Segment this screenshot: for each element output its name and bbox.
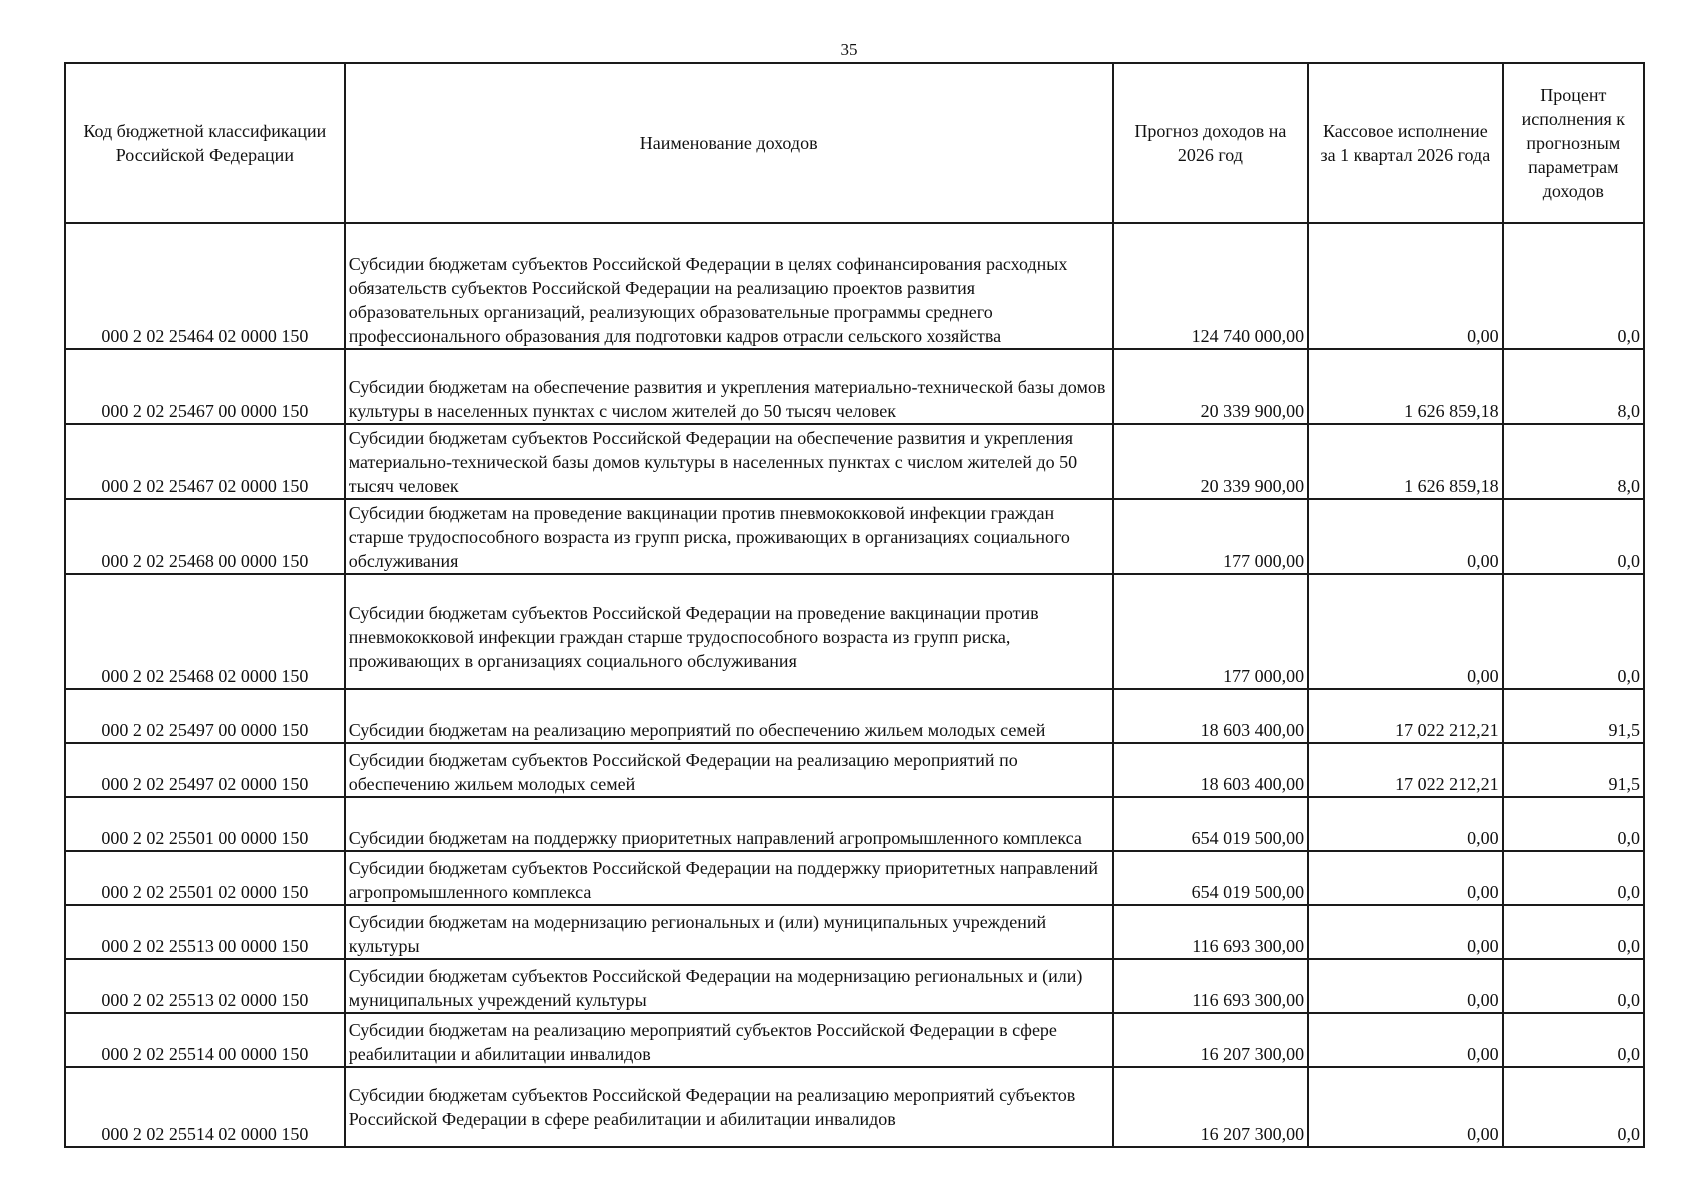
cell-revenue-name: Субсидии бюджетам на проведение вакцинации против пневмококковой инфекции граждан старше трудоспособного возраста из групп риска, проживающих в организациях социального обслуживания [345, 499, 1113, 574]
cell-execution-percent: 0,0 [1503, 574, 1644, 689]
table-row [65, 905, 1644, 959]
cell-budget-code: 000 2 02 25497 00 0000 150 [65, 689, 345, 743]
cell-execution-percent: 0,0 [1503, 1013, 1644, 1067]
cell-budget-code: 000 2 02 25501 00 0000 150 [65, 797, 345, 851]
table-row [65, 223, 1644, 349]
cell-revenue-name: Субсидии бюджетам на реализацию мероприятий по обеспечению жильем молодых семей [345, 689, 1113, 743]
table-row [65, 499, 1644, 574]
cell-execution-percent: 8,0 [1503, 349, 1644, 424]
cell-cash-execution: 0,00 [1308, 851, 1502, 905]
table-row [65, 851, 1644, 905]
cell-execution-percent: 0,0 [1503, 851, 1644, 905]
table-row [65, 424, 1644, 499]
table-row [65, 959, 1644, 1013]
cell-cash-execution: 1 626 859,18 [1308, 349, 1502, 424]
cell-cash-execution: 0,00 [1308, 1013, 1502, 1067]
header-forecast: Прогноз доходов на 2026 год [1113, 63, 1308, 223]
cell-forecast: 20 339 900,00 [1113, 424, 1308, 499]
cell-revenue-name: Субсидии бюджетам на поддержку приоритетных направлений агропромышленного комплекса [345, 797, 1113, 851]
cell-budget-code: 000 2 02 25464 02 0000 150 [65, 223, 345, 349]
table-row [65, 349, 1644, 424]
cell-budget-code: 000 2 02 25468 02 0000 150 [65, 574, 345, 689]
cell-revenue-name: Субсидии бюджетам субъектов Российской Федерации на модернизацию региональных и (или) муниципальных учреждений культуры [345, 959, 1113, 1013]
cell-cash-execution: 0,00 [1308, 797, 1502, 851]
header-execution-percent: Процент исполнения к прогнозным параметрам доходов [1503, 63, 1644, 223]
cell-budget-code: 000 2 02 25513 02 0000 150 [65, 959, 345, 1013]
cell-cash-execution: 0,00 [1308, 223, 1502, 349]
cell-revenue-name: Субсидии бюджетам на реализацию мероприятий субъектов Российской Федерации в сфере реабилитации и абилитации инвалидов [345, 1013, 1113, 1067]
cell-execution-percent: 0,0 [1503, 499, 1644, 574]
cell-budget-code: 000 2 02 25467 02 0000 150 [65, 424, 345, 499]
cell-forecast: 16 207 300,00 [1113, 1067, 1308, 1147]
cell-cash-execution: 0,00 [1308, 574, 1502, 689]
cell-forecast: 18 603 400,00 [1113, 743, 1308, 797]
cell-forecast: 124 740 000,00 [1113, 223, 1308, 349]
table-row [65, 1067, 1644, 1147]
cell-forecast: 116 693 300,00 [1113, 959, 1308, 1013]
cell-cash-execution: 0,00 [1308, 959, 1502, 1013]
cell-execution-percent: 91,5 [1503, 743, 1644, 797]
table-row [65, 797, 1644, 851]
cell-cash-execution: 17 022 212,21 [1308, 743, 1502, 797]
cell-budget-code: 000 2 02 25497 02 0000 150 [65, 743, 345, 797]
table-row [65, 574, 1644, 689]
cell-budget-code: 000 2 02 25514 02 0000 150 [65, 1067, 345, 1147]
cell-revenue-name: Субсидии бюджетам на обеспечение развития и укрепления материально-технической базы домов культуры в населенных пунктах с числом жителей до 50 тысяч человек [345, 349, 1113, 424]
table-row [65, 1013, 1644, 1067]
cell-revenue-name: Субсидии бюджетам субъектов Российской Федерации на проведение вакцинации против пневмококковой инфекции граждан старше трудоспособного возраста из групп риска, проживающих в организациях социального обслуживания [345, 574, 1113, 689]
cell-budget-code: 000 2 02 25467 00 0000 150 [65, 349, 345, 424]
cell-execution-percent: 0,0 [1503, 905, 1644, 959]
cell-cash-execution: 0,00 [1308, 905, 1502, 959]
cell-budget-code: 000 2 02 25468 00 0000 150 [65, 499, 345, 574]
cell-execution-percent: 0,0 [1503, 223, 1644, 349]
cell-cash-execution: 17 022 212,21 [1308, 689, 1502, 743]
cell-forecast: 654 019 500,00 [1113, 851, 1308, 905]
cell-execution-percent: 0,0 [1503, 959, 1644, 1013]
header-cash-execution: Кассовое исполнение за 1 квартал 2026 года [1308, 63, 1502, 223]
cell-revenue-name: Субсидии бюджетам субъектов Российской Федерации на реализацию мероприятий субъектов Российской Федерации в сфере реабилитации и абилитации инвалидов [345, 1067, 1113, 1147]
table-header-row [65, 63, 1644, 223]
cell-forecast: 16 207 300,00 [1113, 1013, 1308, 1067]
cell-budget-code: 000 2 02 25513 00 0000 150 [65, 905, 345, 959]
cell-budget-code: 000 2 02 25501 02 0000 150 [65, 851, 345, 905]
cell-budget-code: 000 2 02 25514 00 0000 150 [65, 1013, 345, 1067]
table-row [65, 743, 1644, 797]
cell-forecast: 654 019 500,00 [1113, 797, 1308, 851]
cell-revenue-name: Субсидии бюджетам на модернизацию региональных и (или) муниципальных учреждений культуры [345, 905, 1113, 959]
cell-cash-execution: 0,00 [1308, 1067, 1502, 1147]
cell-execution-percent: 91,5 [1503, 689, 1644, 743]
cell-execution-percent: 0,0 [1503, 1067, 1644, 1147]
cell-forecast: 18 603 400,00 [1113, 689, 1308, 743]
cell-forecast: 116 693 300,00 [1113, 905, 1308, 959]
cell-cash-execution: 0,00 [1308, 499, 1502, 574]
table-row [65, 689, 1644, 743]
cell-cash-execution: 1 626 859,18 [1308, 424, 1502, 499]
cell-forecast: 177 000,00 [1113, 574, 1308, 689]
cell-forecast: 177 000,00 [1113, 499, 1308, 574]
cell-forecast: 20 339 900,00 [1113, 349, 1308, 424]
cell-revenue-name: Субсидии бюджетам субъектов Российской Федерации в целях софинансирования расходных обязательств субъектов Российской Федерации на реализацию проектов развития образовательных организаций, реализующих образовательные программы среднего профессионального образования для подготовки кадров отрасли сельского хозяйства [345, 223, 1113, 349]
cell-revenue-name: Субсидии бюджетам субъектов Российской Федерации на поддержку приоритетных направлений агропромышленного комплекса [345, 851, 1113, 905]
revenue-table [64, 62, 1645, 1148]
header-revenue-name: Наименование доходов [345, 63, 1113, 223]
page-number: 35 [840, 40, 858, 59]
cell-revenue-name: Субсидии бюджетам субъектов Российской Федерации на обеспечение развития и укрепления материально-технической базы домов культуры в населенных пунктах с числом жителей до 50 тысяч человек [345, 424, 1113, 499]
cell-revenue-name: Субсидии бюджетам субъектов Российской Федерации на реализацию мероприятий по обеспечению жильем молодых семей [345, 743, 1113, 797]
header-budget-code: Код бюджетной классификации Российской Федерации [65, 63, 345, 223]
cell-execution-percent: 0,0 [1503, 797, 1644, 851]
cell-execution-percent: 8,0 [1503, 424, 1644, 499]
